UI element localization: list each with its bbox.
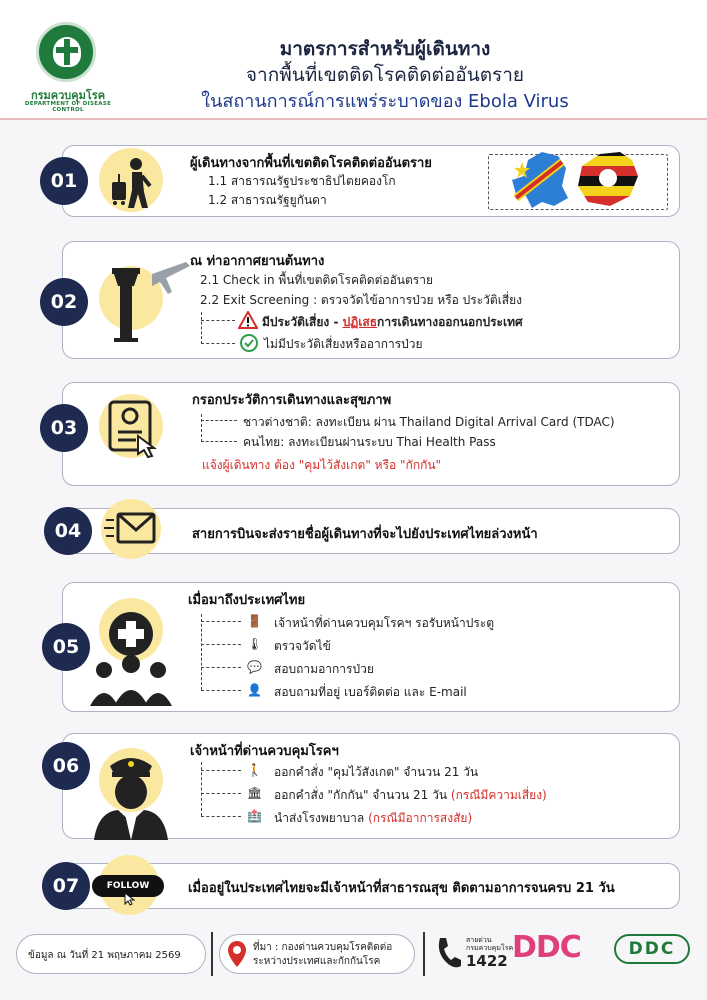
warning-icon xyxy=(238,311,258,329)
step-number-06: 06 xyxy=(42,742,90,790)
step-number-01: 01 xyxy=(40,157,88,205)
ddc-logo xyxy=(36,22,96,82)
exit-screening-text: 2.2 Exit Screening : ตรวจวัดไข้อาการป่วย หรือ ประวัติเสี่ยง xyxy=(200,293,523,307)
cursor-icon xyxy=(124,892,136,906)
tree-branch xyxy=(201,690,241,691)
ddc-green-text: DDC xyxy=(628,939,676,959)
tree-line xyxy=(201,312,202,344)
quarantine-condition: (กรณีมีความเสี่ยง) xyxy=(450,788,547,802)
hospital-referral xyxy=(274,809,472,828)
source-line1: ที่มา : กองด่านควบคุมโรคติดต่อ xyxy=(253,942,393,953)
tree-branch xyxy=(201,644,241,645)
thermometer-icon: 🌡 xyxy=(247,637,263,651)
step-number-02: 02 xyxy=(40,278,88,326)
tree-branch xyxy=(201,667,241,668)
hospital-condition: (กรณีมีอาการสงสัย) xyxy=(368,811,473,825)
tree-branch xyxy=(201,770,241,771)
ask-symptoms: สอบถามอาการป่วย xyxy=(274,662,374,676)
uganda-map-icon xyxy=(574,146,644,212)
checkin-text: 2.1 Check in พื้นที่เขตติดโรคติดต่ออันตราย xyxy=(200,273,434,287)
footer-divider xyxy=(211,932,213,976)
officer-at-gate: เจ้าหน้าที่ด่านควบคุมโรคฯ รอรับหน้าประตู xyxy=(274,616,495,630)
door-officer-icon: 🚪 xyxy=(247,614,262,628)
hospital-icon: 🏥 xyxy=(247,809,262,823)
foreigner-registration: ชาวต่างชาติ: ลงทะเบียน ผ่าน Thailand Digital Arrival Card (TDAC) xyxy=(243,415,615,429)
observe-person-icon: 🚶 xyxy=(247,763,262,777)
tree-line xyxy=(201,614,202,690)
source-line2: ระหว่างประเทศและกักกันโรค xyxy=(253,956,381,967)
step-number-03: 03 xyxy=(40,404,88,452)
quarantine-order-text: ออกคำสั่ง "กักกัน" จำนวน 21 วัน xyxy=(274,788,448,802)
header-divider xyxy=(0,118,707,120)
tree-branch xyxy=(201,441,237,442)
phone-icon xyxy=(434,936,462,970)
refuse-detail: การเดินทางออกนอกประเทศ xyxy=(377,315,523,329)
data-date: ข้อมูล ณ วันที่ 21 พฤษภาคม 2569 xyxy=(28,950,181,961)
follow-badge: FOLLOW xyxy=(92,875,164,897)
step-title-01: ผู้เดินทางจากพื้นที่เขตติดโรคติดต่ออันตราย xyxy=(190,156,432,171)
drc-map-icon xyxy=(502,146,574,212)
hotline-label: สายด่วน กรมควบคุมโรค xyxy=(466,936,514,952)
chat-icon: 💬 xyxy=(247,660,262,674)
ask-contact-info: สอบถามที่อยู่ เบอร์ติดต่อ และ E-mail xyxy=(274,685,467,699)
ddc-green-logo xyxy=(614,934,690,964)
quarantine-notice: แจ้งผู้เดินทาง ต้อง "คุมไว้สังเกต" หรือ "กักกัน" xyxy=(202,458,442,472)
footer-divider xyxy=(423,932,425,976)
step-number-05: 05 xyxy=(42,623,90,671)
tree-branch xyxy=(201,420,237,421)
check-circle-icon xyxy=(240,334,258,352)
ddc-pink-logo: DDC xyxy=(512,930,581,965)
form-profile-icon xyxy=(104,398,160,458)
step-title-07: เมื่ออยู่ในประเทศไทยจะมีเจ้าหน้าที่สาธารณสุข ติดตามอาการจนครบ 21 วัน xyxy=(188,881,615,896)
risk-refuse-text xyxy=(262,313,523,332)
org-name-th: กรมควบคุมโรค xyxy=(30,89,106,102)
hotline-number: 1422 xyxy=(466,952,508,970)
tree-branch xyxy=(201,621,241,622)
country-drc: 1.1 สาธารณรัฐประชาธิปไตยคองโก xyxy=(208,174,396,188)
step-number-04: 04 xyxy=(44,507,92,555)
traveler-icon xyxy=(104,152,160,210)
step-title-02: ณ ท่าอากาศยานต้นทาง xyxy=(190,254,325,269)
quarantine-building-icon: 🏛 xyxy=(247,786,263,800)
tree-branch xyxy=(201,793,241,794)
refuse-label: ปฏิเสธ xyxy=(342,315,378,329)
no-risk-text: ไม่มีประวัติเสี่ยงหรืออาการป่วย xyxy=(264,337,423,351)
page-subtitle-ebola: ในสถานการณ์การแพร่ระบาดของ Ebola Virus xyxy=(201,91,569,112)
health-staff-icon xyxy=(90,598,174,714)
tree-line xyxy=(201,414,202,442)
airport-tower-icon xyxy=(106,256,194,346)
country-uganda: 1.2 สาธารณรัฐยูกันดา xyxy=(208,193,327,207)
mail-icon xyxy=(104,510,158,546)
page-title: มาตรการสำหรับผู้เดินทาง xyxy=(279,38,491,60)
officer-icon xyxy=(92,752,170,840)
step-title-06: เจ้าหน้าที่ด่านควบคุมโรคฯ xyxy=(190,744,339,759)
step-number-07: 07 xyxy=(42,862,90,910)
tree-branch xyxy=(201,816,241,817)
check-temperature: ตรวจวัดไข้ xyxy=(274,639,331,653)
step-title-04: สายการบินจะส่งรายชื่อผู้เดินทางที่จะไปยังประเทศไทยล่วงหน้า xyxy=(192,527,538,542)
tree-branch xyxy=(201,320,235,321)
hospital-referral-text: นำส่งโรงพยาบาล xyxy=(274,811,365,825)
tree-branch xyxy=(201,343,235,344)
org-name-en: DEPARTMENT OF DISEASE CONTROL xyxy=(24,101,112,113)
step-title-05: เมื่อมาถึงประเทศไทย xyxy=(188,593,306,608)
observation-order: ออกคำสั่ง "คุมไว้สังเกต" จำนวน 21 วัน xyxy=(274,765,479,779)
contact-icon: 👤 xyxy=(247,683,262,697)
thai-registration: คนไทย: ลงทะเบียนผ่านระบบ Thai Health Pass xyxy=(243,435,496,449)
quarantine-order xyxy=(274,786,547,805)
location-pin-icon xyxy=(227,940,247,968)
risk-label: มีประวัติเสี่ยง - xyxy=(262,315,343,329)
page-subtitle: จากพื้นที่เขตติดโรคติดต่ออันตราย xyxy=(245,64,525,86)
step-title-03: กรอกประวัติการเดินทางและสุขภาพ xyxy=(192,393,392,408)
